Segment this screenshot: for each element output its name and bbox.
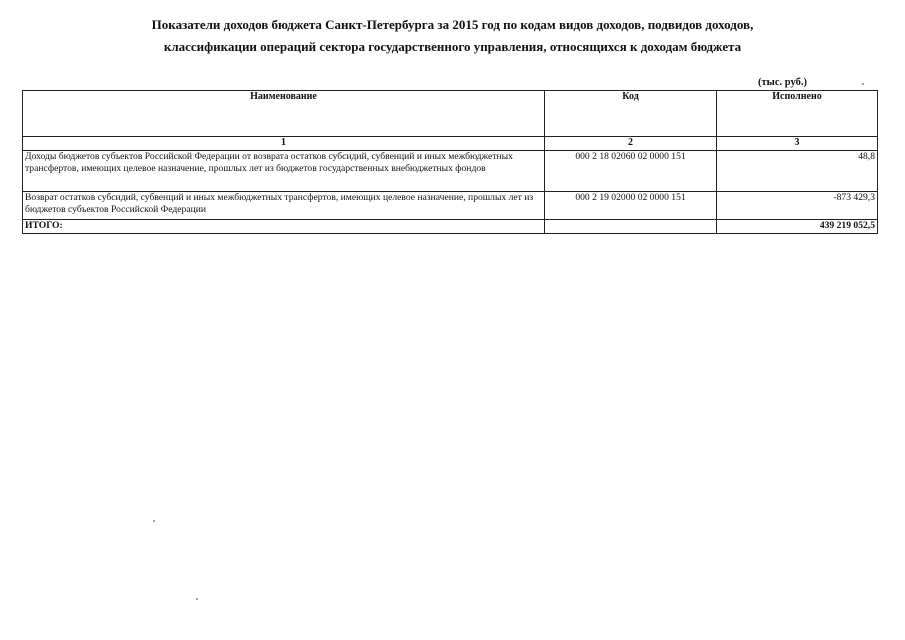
total-label: ИТОГО:: [23, 220, 545, 234]
header-executed: Исполнено: [717, 91, 878, 137]
scan-speck: [862, 83, 864, 85]
column-number-row: [23, 137, 878, 151]
table-header-row: [23, 91, 878, 137]
table-row: [23, 151, 878, 192]
row-value: -873 429,3: [717, 192, 878, 220]
units-label: (тыс. руб.): [758, 77, 807, 88]
document-title: [0, 14, 905, 58]
scan-speck: [153, 520, 155, 522]
column-number-3: 3: [717, 137, 878, 151]
total-code: [545, 220, 717, 234]
total-row: [23, 220, 878, 234]
table-row: [23, 192, 878, 220]
header-name: Наименование: [23, 91, 545, 137]
revenue-table: [22, 90, 878, 234]
row-code: 000 2 18 02060 02 0000 151: [545, 151, 717, 192]
total-value: 439 219 052,5: [717, 220, 878, 234]
title-line-1: Показатели доходов бюджета Санкт-Петербурга за 2015 год по кодам видов доходов, подвидов доходов,: [151, 17, 754, 32]
header-code: Код: [545, 91, 717, 137]
title-line-2: классификации операций сектора государственного управления, относящихся к доходам бюджета: [163, 39, 742, 54]
column-number-2: 2: [545, 137, 717, 151]
row-name: Доходы бюджетов субъектов Российской Федерации от возврата остатков субсидий, субвенций и иных межбюджетных трансфертов, имеющих целевое назначение, прошлых лет из бюджетов государственных внебюджетных фондов: [23, 151, 545, 192]
row-name: Возврат остатков субсидий, субвенций и иных межбюджетных трансфертов, имеющих целевое назначение, прошлых лет из бюджетов субъектов Российской Федерации: [23, 192, 545, 220]
row-code: 000 2 19 02000 02 0000 151: [545, 192, 717, 220]
scan-speck: [196, 598, 198, 600]
column-number-1: 1: [23, 137, 545, 151]
row-value: 48,8: [717, 151, 878, 192]
